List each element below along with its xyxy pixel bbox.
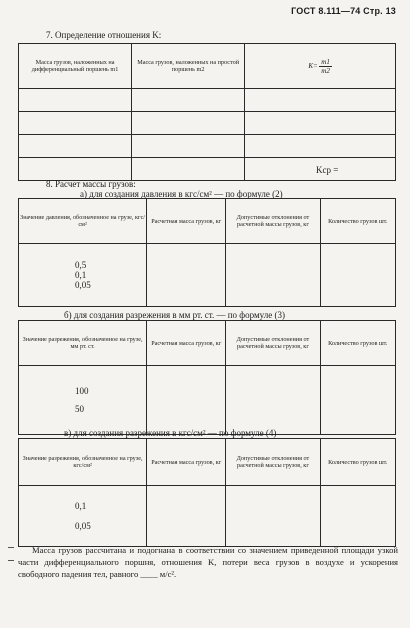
vacuum-kgf-values [19,486,147,547]
formula-fraction [319,58,332,75]
value-cell: 0,1 [75,270,87,280]
margin-mark [8,560,14,561]
col-tolerance: Допустимые отклонения от расчетной массы грузов, кг [226,199,320,244]
col-mass: Расчетная масса грузов, кг [147,439,226,486]
page-header: ГОСТ 8.111—74 Стр. 13 [291,6,396,16]
formula-den: m2 [321,66,330,75]
col-tolerance: Допустимые отклонения от расчетной массы грузов, кг [226,321,320,366]
col-count: Количество грузов шт. [320,321,395,366]
col-formula [245,44,396,89]
section-8-title: 8. Расчет массы грузов: [46,179,136,189]
col-count: Количество грузов шт. [320,439,395,486]
col-value: Значение давления, обозначенное на грузе, кгс/см² [19,199,147,244]
col-tolerance: Допустимые отклонения от расчетной массы грузов, кг [226,439,320,486]
subsection-c-title: в) для создания разрежения в кгс/см² — по формуле (4) [64,428,277,438]
margin-mark [8,547,14,548]
col-value: Значение разрежения, обозначенное на грузе, кгс/см² [19,439,147,486]
paragraph-text: Масса грузов рассчитана и подогнана в соответствии со значением приведенной площади узкой части дифференциального поршня, отношения K, потери веса грузов в воздухе и ускорения свободного падения тел, равного ____ м/с². [18,545,398,579]
col-mass: Расчетная масса грузов, кг [147,321,226,366]
vacuum-mmhg-values [19,366,147,435]
value-cell: 0,05 [75,280,91,290]
col-mass: Расчетная масса грузов, кг [147,199,226,244]
value-cell: 0,1 [75,501,87,511]
table-row [19,244,396,307]
col-simple-piston: Масса грузов, наложенных на простой поршень m2 [132,44,245,89]
vacuum-kgf-table [18,438,396,547]
subsection-a-title: а) для создания давления в кгс/см² — по формуле (2) [80,189,283,199]
table-row [19,158,396,181]
pressure-values [19,244,147,307]
vacuum-mmhg-table [18,320,396,435]
pressure-table [18,198,396,307]
k-average-label: Kср = [316,165,339,175]
subsection-b-title: б) для создания разрежения в мм рт. ст. — по формуле (3) [64,310,286,320]
ratio-table [18,43,396,181]
formula-num: m1 [321,57,330,66]
table-row [19,112,396,135]
table-row [19,89,396,112]
col-value: Значение разрежения, обозначенное на грузе, мм рт. ст. [19,321,147,366]
value-cell: 0,5 [75,260,87,270]
value-cell: 100 [75,386,89,396]
col-count: Количество грузов шт. [320,199,395,244]
table-row [19,366,396,435]
value-cell: 50 [75,404,84,414]
value-cell: 0,05 [75,521,91,531]
col-diff-piston: Масса грузов, наложенных на дифференциальный поршень m1 [19,44,132,89]
table-row [19,135,396,158]
table-row [19,486,396,547]
formula-lhs: K= [308,61,318,70]
section-7-title: 7. Определение отношения K: [46,30,162,40]
closing-paragraph [18,544,398,580]
